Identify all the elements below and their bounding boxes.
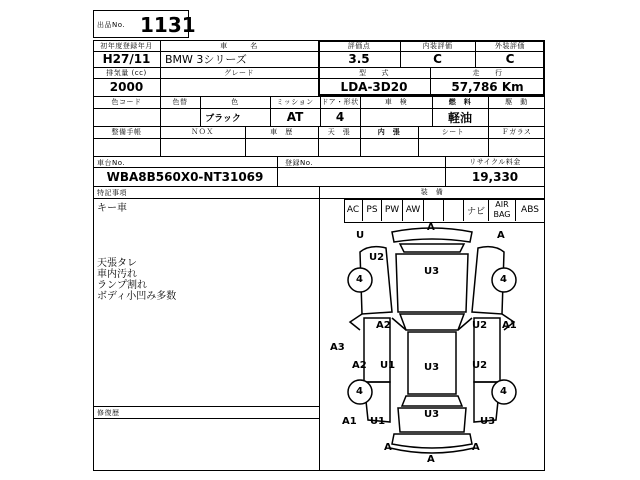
front-glass-label: Ｆガラス <box>501 128 532 136</box>
score-value: 3.5 <box>348 52 370 66</box>
mark-left-u1: U1 <box>380 360 396 371</box>
chassis-label: 車台No. <box>97 159 126 167</box>
equip-airbag-line2: BAG <box>493 210 511 219</box>
displacement-label: 排気量 (cc) <box>106 68 147 77</box>
mark-trunk-u3: U3 <box>424 409 440 420</box>
car-diagram <box>320 222 544 470</box>
car-name-value: BMW 3シリーズ <box>165 53 247 66</box>
doors-label: ドア・形状 <box>321 98 359 106</box>
car-name-label: 車 名 <box>220 41 258 50</box>
notes-label: 特記事項 <box>97 189 127 197</box>
mark-roof-u3: U3 <box>424 362 440 373</box>
note-line: ランプ割れ <box>97 280 147 291</box>
score-label: 評価点 <box>347 41 371 50</box>
recycle-fee-value: 19,330 <box>471 169 519 184</box>
mark-rr-tire: 4 <box>500 386 507 397</box>
equip-ps: PS <box>363 199 382 221</box>
mark-hood-u3: U3 <box>424 266 440 277</box>
seat-label: シート <box>441 128 465 136</box>
grade-value <box>160 78 318 96</box>
nox-label: ＮＯＸ <box>191 128 214 136</box>
drive-value <box>488 108 545 126</box>
ceiling-label: 天 張 <box>327 128 351 136</box>
color-code-label: 色コード <box>111 98 142 106</box>
lot-number-label: 出品No. <box>97 21 126 29</box>
mark-left-a3: A3 <box>330 342 345 353</box>
mark-right-u2-b: U2 <box>472 360 488 371</box>
registration-value <box>277 167 445 186</box>
repair-history-label: 修復歴 <box>97 409 120 417</box>
note-line: 天張タレ <box>97 258 137 269</box>
mark-left-a2: A2 <box>376 320 391 331</box>
recycle-fee-label: リサイクル料金 <box>469 157 521 166</box>
equip-ac: AC <box>344 199 363 221</box>
note-line: ボディ小凹み多数 <box>97 291 177 302</box>
lot-number-value: 1131 <box>140 13 196 37</box>
inner-lining-label: 内 張 <box>377 128 401 136</box>
equipment-label: 装 備 <box>420 188 444 196</box>
fuel-label: 燃 料 <box>448 98 472 106</box>
mark-lf-tire: 4 <box>356 274 363 285</box>
year-label: 初年度登録年月 <box>100 41 153 50</box>
chassis-value: WBA8B560X0-NT31069 <box>106 169 264 184</box>
mark-left-u: U <box>356 230 365 241</box>
mark-rear-u3: U3 <box>480 416 496 427</box>
mark-rf-tire: 4 <box>500 274 507 285</box>
grade-label: グレード <box>224 68 254 77</box>
displacement-value: 2000 <box>109 80 144 94</box>
drive-label: 駆 動 <box>505 98 528 106</box>
interior-eval-label: 内装評価 <box>422 41 453 50</box>
maintenance-book-label: 整備手帳 <box>111 128 142 136</box>
mark-rear-right-a: A <box>472 442 480 453</box>
fuel-value: 軽油 <box>447 110 472 125</box>
mileage-label: 走 行 <box>472 68 503 77</box>
mark-right-a1: A1 <box>502 320 517 331</box>
doors-value: 4 <box>335 110 345 124</box>
color-label: 色 <box>231 98 239 106</box>
mark-right-u2: U2 <box>472 320 488 331</box>
mark-left-a2-b: A2 <box>352 360 367 371</box>
mark-rear-u1: U1 <box>370 416 386 427</box>
registration-label: 登録No. <box>285 159 314 167</box>
equip-abs: ABS <box>521 205 539 215</box>
mark-right-a-top: A <box>497 230 505 241</box>
note-line: 車内汚れ <box>97 269 137 280</box>
equip-aw: AW <box>403 199 424 221</box>
equip-airbag <box>489 199 516 221</box>
color-change-label: 色替 <box>172 98 188 106</box>
key-note: キー車 <box>97 203 127 214</box>
mark-hood-u2: U2 <box>369 252 385 263</box>
color-code-value <box>93 108 160 126</box>
color-value: ブラック <box>205 113 241 124</box>
mission-label: ミッション <box>276 98 314 106</box>
exterior-eval-value: C <box>505 52 515 66</box>
equip-airbag-line1: AIR <box>495 200 509 209</box>
model-label: 型 式 <box>359 68 389 77</box>
model-value: LDA-3D20 <box>340 80 408 94</box>
car-history-label: 車 歴 <box>270 128 293 136</box>
equip-navi: ナビ <box>464 199 489 221</box>
notes-lines <box>97 258 176 302</box>
equip-pw: PW <box>382 199 403 221</box>
year-value: H27/11 <box>102 52 151 66</box>
mark-rear-a: A <box>427 454 435 465</box>
interior-eval-value: C <box>433 52 442 66</box>
inspection-value <box>360 108 432 126</box>
mark-front-a: A <box>427 222 435 233</box>
mission-value: AT <box>286 110 304 124</box>
inspection-label: 車 検 <box>384 98 408 106</box>
mileage-value: 57,786 Km <box>451 80 524 94</box>
mark-lr-tire: 4 <box>356 386 363 397</box>
mark-rear-left-a: A <box>384 442 392 453</box>
mark-rear-a1: A1 <box>342 416 357 427</box>
exterior-eval-label: 外装評価 <box>495 41 525 50</box>
